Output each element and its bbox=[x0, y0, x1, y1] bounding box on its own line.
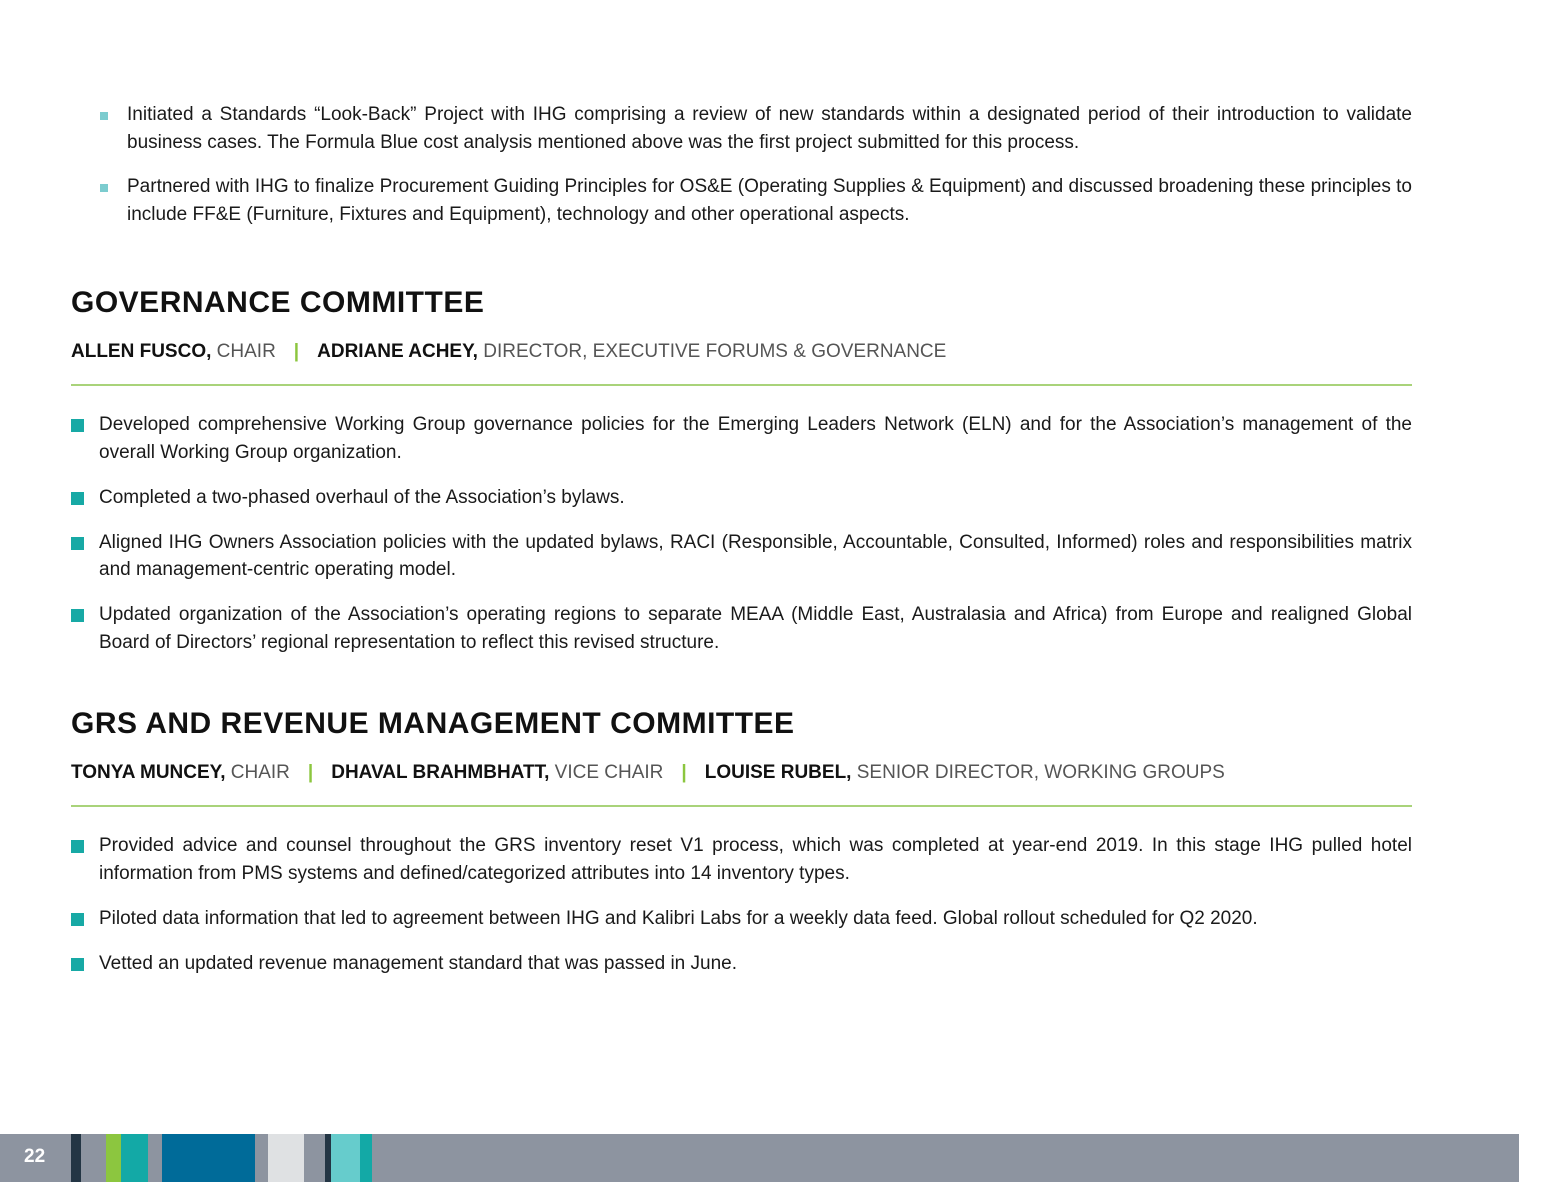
section-title: GRS AND REVENUE MANAGEMENT COMMITTEE bbox=[71, 707, 795, 740]
member-separator: | bbox=[307, 762, 314, 783]
list-item bbox=[71, 484, 1412, 512]
list-item bbox=[71, 950, 1412, 978]
list-item bbox=[100, 173, 1412, 228]
member-name: ALLEN FUSCO, bbox=[71, 341, 212, 362]
bullet-square-icon bbox=[71, 958, 84, 971]
list-item-text: Provided advice and counsel throughout the GRS inventory reset V1 process, which was completed at year-end 2019. In this stage IHG pulled hotel information from PMS systems and defined/categorized attributes into 14 inventory types. bbox=[99, 835, 1412, 884]
list-item bbox=[71, 529, 1412, 584]
governance-bullet-list bbox=[71, 411, 1412, 656]
committee-members bbox=[71, 341, 1412, 363]
list-item-text: Completed a two-phased overhaul of the Association’s bylaws. bbox=[99, 486, 625, 508]
member-role: SENIOR DIRECTOR, WORKING GROUPS bbox=[851, 762, 1225, 783]
page-number: 22 bbox=[24, 1146, 46, 1167]
footer-stripe-light-gray bbox=[268, 1134, 304, 1182]
footer-stripe-lime bbox=[106, 1134, 121, 1182]
bullet-square-icon bbox=[71, 609, 84, 622]
grs-committee-section bbox=[71, 706, 1412, 995]
footer-stripe-light-teal bbox=[331, 1134, 360, 1182]
footer-stripe-blue bbox=[162, 1134, 255, 1182]
member-name: ADRIANE ACHEY, bbox=[317, 341, 478, 362]
grs-bullet-list bbox=[71, 832, 1412, 977]
footer-stripe-teal-thin bbox=[360, 1134, 372, 1182]
list-item bbox=[71, 411, 1412, 466]
list-item bbox=[71, 601, 1412, 656]
bullet-square-icon bbox=[71, 492, 84, 505]
member-name: DHAVAL BRAHMBHATT, bbox=[331, 762, 550, 783]
governance-committee-section bbox=[71, 285, 1412, 674]
section-divider bbox=[71, 384, 1412, 386]
bullet-square-icon bbox=[71, 537, 84, 550]
list-item-text: Partnered with IHG to finalize Procurement Guiding Principles for OS&E (Operating Supplies & Equipment) and discussed broadening these principles to include FF&E (Furniture, Fixtures and Equipment), technology and other operational aspects. bbox=[127, 176, 1412, 225]
member-role: DIRECTOR, EXECUTIVE FORUMS & GOVERNANCE bbox=[477, 341, 947, 362]
bullet-square-icon bbox=[71, 913, 84, 926]
bullet-square-icon bbox=[71, 419, 84, 432]
list-item-text: Updated organization of the Association’s operating regions to separate MEAA (Middle East, Australasia and Africa) from Europe and realigned Global Board of Directors’ regional representation to reflect this revised structure. bbox=[99, 604, 1412, 653]
list-item-text: Aligned IHG Owners Association policies with the updated bylaws, RACI (Responsible, Accountable, Consulted, Informed) roles and responsibilities matrix and management-centric operating model. bbox=[99, 531, 1412, 580]
list-item bbox=[71, 832, 1412, 887]
committee-members bbox=[71, 762, 1412, 784]
top-bullet-list bbox=[100, 101, 1412, 245]
member-separator: | bbox=[681, 762, 687, 783]
list-item bbox=[71, 905, 1412, 933]
list-item bbox=[100, 101, 1412, 156]
member-role: CHAIR bbox=[211, 341, 276, 362]
bullet-square-icon bbox=[71, 840, 84, 853]
bullet-square-icon bbox=[100, 184, 108, 192]
bullet-square-icon bbox=[100, 112, 108, 120]
page-footer-bar bbox=[0, 1134, 1519, 1182]
list-item-text: Developed comprehensive Working Group governance policies for the Emerging Leaders Network (ELN) and for the Association’s management of the overall Working Group organization. bbox=[99, 414, 1412, 463]
footer-stripe-navy bbox=[71, 1134, 81, 1182]
list-item-text: Vetted an updated revenue management standard that was passed in June. bbox=[99, 952, 738, 974]
section-title: GOVERNANCE COMMITTEE bbox=[71, 286, 485, 319]
list-item-text: Piloted data information that led to agreement between IHG and Kalibri Labs for a weekly data feed. Global rollout scheduled for Q2 2020. bbox=[99, 907, 1258, 929]
member-role: CHAIR bbox=[225, 762, 290, 783]
section-divider bbox=[71, 805, 1412, 807]
member-role: VICE CHAIR bbox=[549, 762, 664, 783]
member-name: LOUISE RUBEL, bbox=[704, 762, 852, 783]
member-name: TONYA MUNCEY, bbox=[71, 762, 226, 783]
footer-stripe-teal bbox=[121, 1134, 148, 1182]
list-item-text: Initiated a Standards “Look-Back” Project with IHG comprising a review of new standards within a designated period of their introduction to validate business cases. The Formula Blue cost analysis mentioned above was the first project submitted for this process. bbox=[127, 104, 1412, 153]
member-separator: | bbox=[293, 341, 300, 362]
